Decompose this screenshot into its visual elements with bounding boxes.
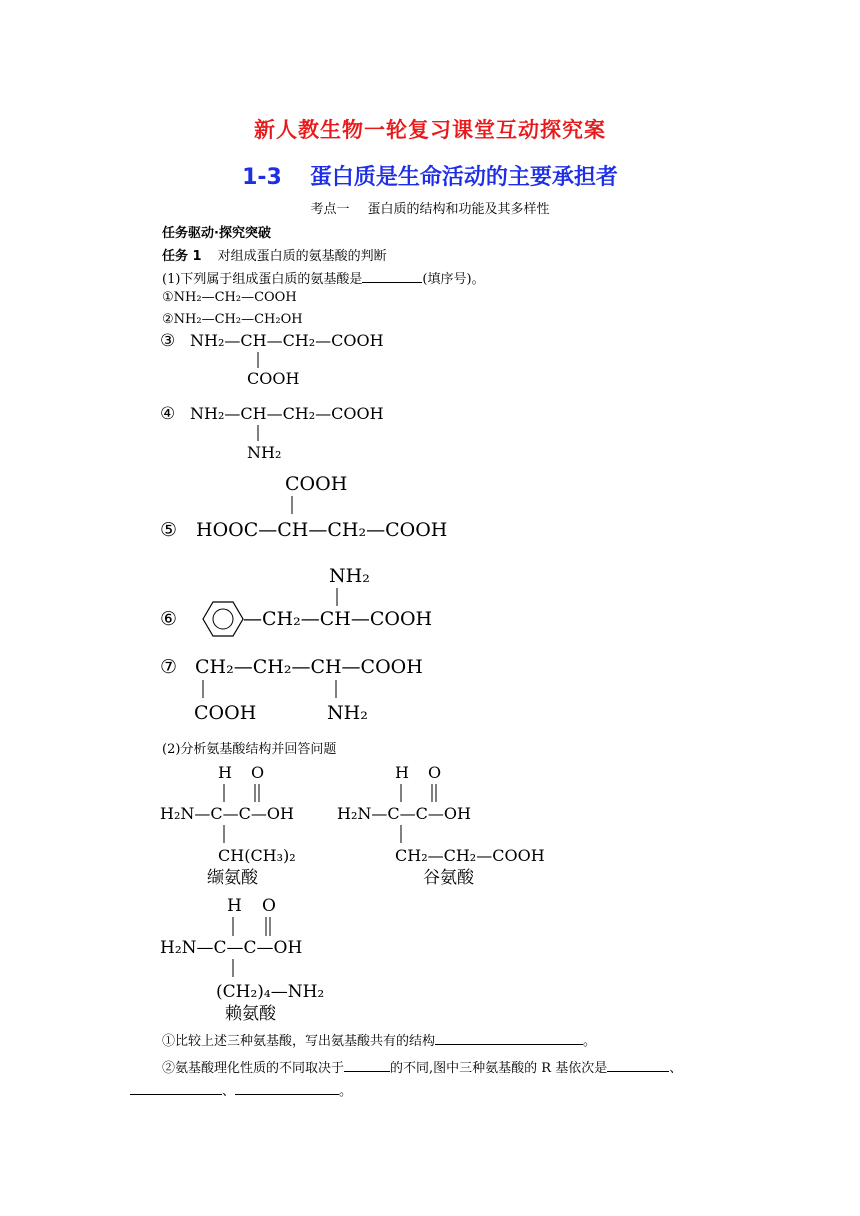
answer-blank (344, 1059, 390, 1072)
valine-h-atom: H (218, 763, 232, 782)
section-heading: 任务驱动·探究突破 (162, 226, 271, 241)
question-2-2-continued (130, 1080, 352, 1099)
valine-structure (160, 763, 296, 888)
benzene-ring-icon (203, 602, 243, 636)
structure-6-main-chain: —CH₂—CH—COOH (243, 608, 433, 630)
document-title: 新人教生物一轮复习课堂互动探究案 (254, 118, 606, 142)
point-label: 考点一 (310, 202, 350, 217)
separator: 、 (669, 1061, 683, 1076)
valine-main-chain: H₂N—C—C—OH (160, 804, 294, 823)
structure-4-number: ④ (160, 404, 176, 424)
valine-r-group: CH(CH₃)₂ (218, 846, 296, 865)
answer-blank (607, 1059, 669, 1072)
structure-5 (160, 473, 447, 541)
structure-7-number: ⑦ (160, 656, 178, 678)
item-2: ②NH₂—CH₂—CH₂OH (162, 312, 303, 327)
answer-blank (435, 1032, 583, 1045)
structure-5-top-group: COOH (285, 473, 348, 495)
glutamic-o-atom: O (428, 763, 442, 782)
lysine-r-group: (CH₂)₄—NH₂ (216, 982, 325, 1002)
question-1-suffix: (填序号)。 (422, 272, 485, 287)
glutamic-main-chain: H₂N—C—C—OH (337, 804, 471, 823)
glutamic-acid-structure (337, 763, 545, 888)
question-1-text: (1)下列属于组成蛋白质的氨基酸是 (162, 272, 363, 287)
structure-6-top-group: NH₂ (329, 565, 370, 587)
question-2-2-text: ②氨基酸理化性质的不同取决于 (162, 1061, 345, 1076)
structure-3-number: ③ (160, 331, 176, 351)
structure-3-main-chain: NH₂—CH—CH₂—COOH (190, 331, 384, 350)
chapter-title: 蛋白质是生命活动的主要承担者 (309, 165, 618, 190)
task-label: 任务 1 (162, 249, 202, 264)
structure-7-side-group-1: COOH (194, 702, 257, 724)
chapter-number: 1-3 (242, 165, 282, 190)
structure-7-main-chain: CH₂—CH₂—CH—COOH (195, 656, 423, 678)
question-2: (2)分析氨基酸结构并回答问题 (162, 742, 337, 757)
question-2-2-middle: 的不同,图中三种氨基酸的 R 基依次是 (390, 1061, 608, 1076)
answer-blank (130, 1082, 222, 1095)
lysine-o-atom: O (262, 896, 276, 916)
structure-5-main-chain: HOOC—CH—CH₂—COOH (196, 519, 448, 541)
structure-5-number: ⑤ (160, 519, 178, 541)
structure-7 (160, 656, 423, 724)
structure-4-side-group: NH₂ (247, 443, 282, 462)
question-2-1-text: ①比较上述三种氨基酸，写出氨基酸共有的结构 (162, 1034, 436, 1049)
valine-o-atom: O (251, 763, 265, 782)
point-title: 蛋白质的结构和功能及其多样性 (367, 202, 550, 217)
structure-3 (160, 331, 384, 388)
structure-4-main-chain: NH₂—CH—CH₂—COOH (190, 404, 384, 423)
question-2-2 (162, 1057, 682, 1076)
lysine-structure (160, 896, 324, 1024)
question-2-2-suffix: 。 (339, 1084, 353, 1099)
lysine-label: 赖氨酸 (225, 1004, 276, 1024)
task-title: 对组成蛋白质的氨基酸的判断 (217, 249, 387, 264)
question-2-1 (162, 1030, 596, 1049)
answer-blank (235, 1082, 339, 1095)
separator: 、 (222, 1084, 236, 1099)
glutamic-h-atom: H (395, 763, 409, 782)
glutamic-label: 谷氨酸 (423, 868, 474, 888)
structure-6-number: ⑥ (160, 608, 178, 630)
item-1: ①NH₂—CH₂—COOH (162, 290, 297, 305)
question-2-1-suffix: 。 (583, 1034, 597, 1049)
lysine-main-chain: H₂N—C—C—OH (160, 938, 303, 958)
lysine-h-atom: H (227, 896, 242, 916)
structure-7-side-group-2: NH₂ (327, 702, 368, 724)
structure-6 (160, 565, 432, 636)
structure-4 (160, 404, 384, 462)
glutamic-r-group: CH₂—CH₂—COOH (395, 846, 545, 865)
structure-3-side-group: COOH (247, 369, 300, 388)
valine-label: 缬氨酸 (207, 868, 258, 888)
